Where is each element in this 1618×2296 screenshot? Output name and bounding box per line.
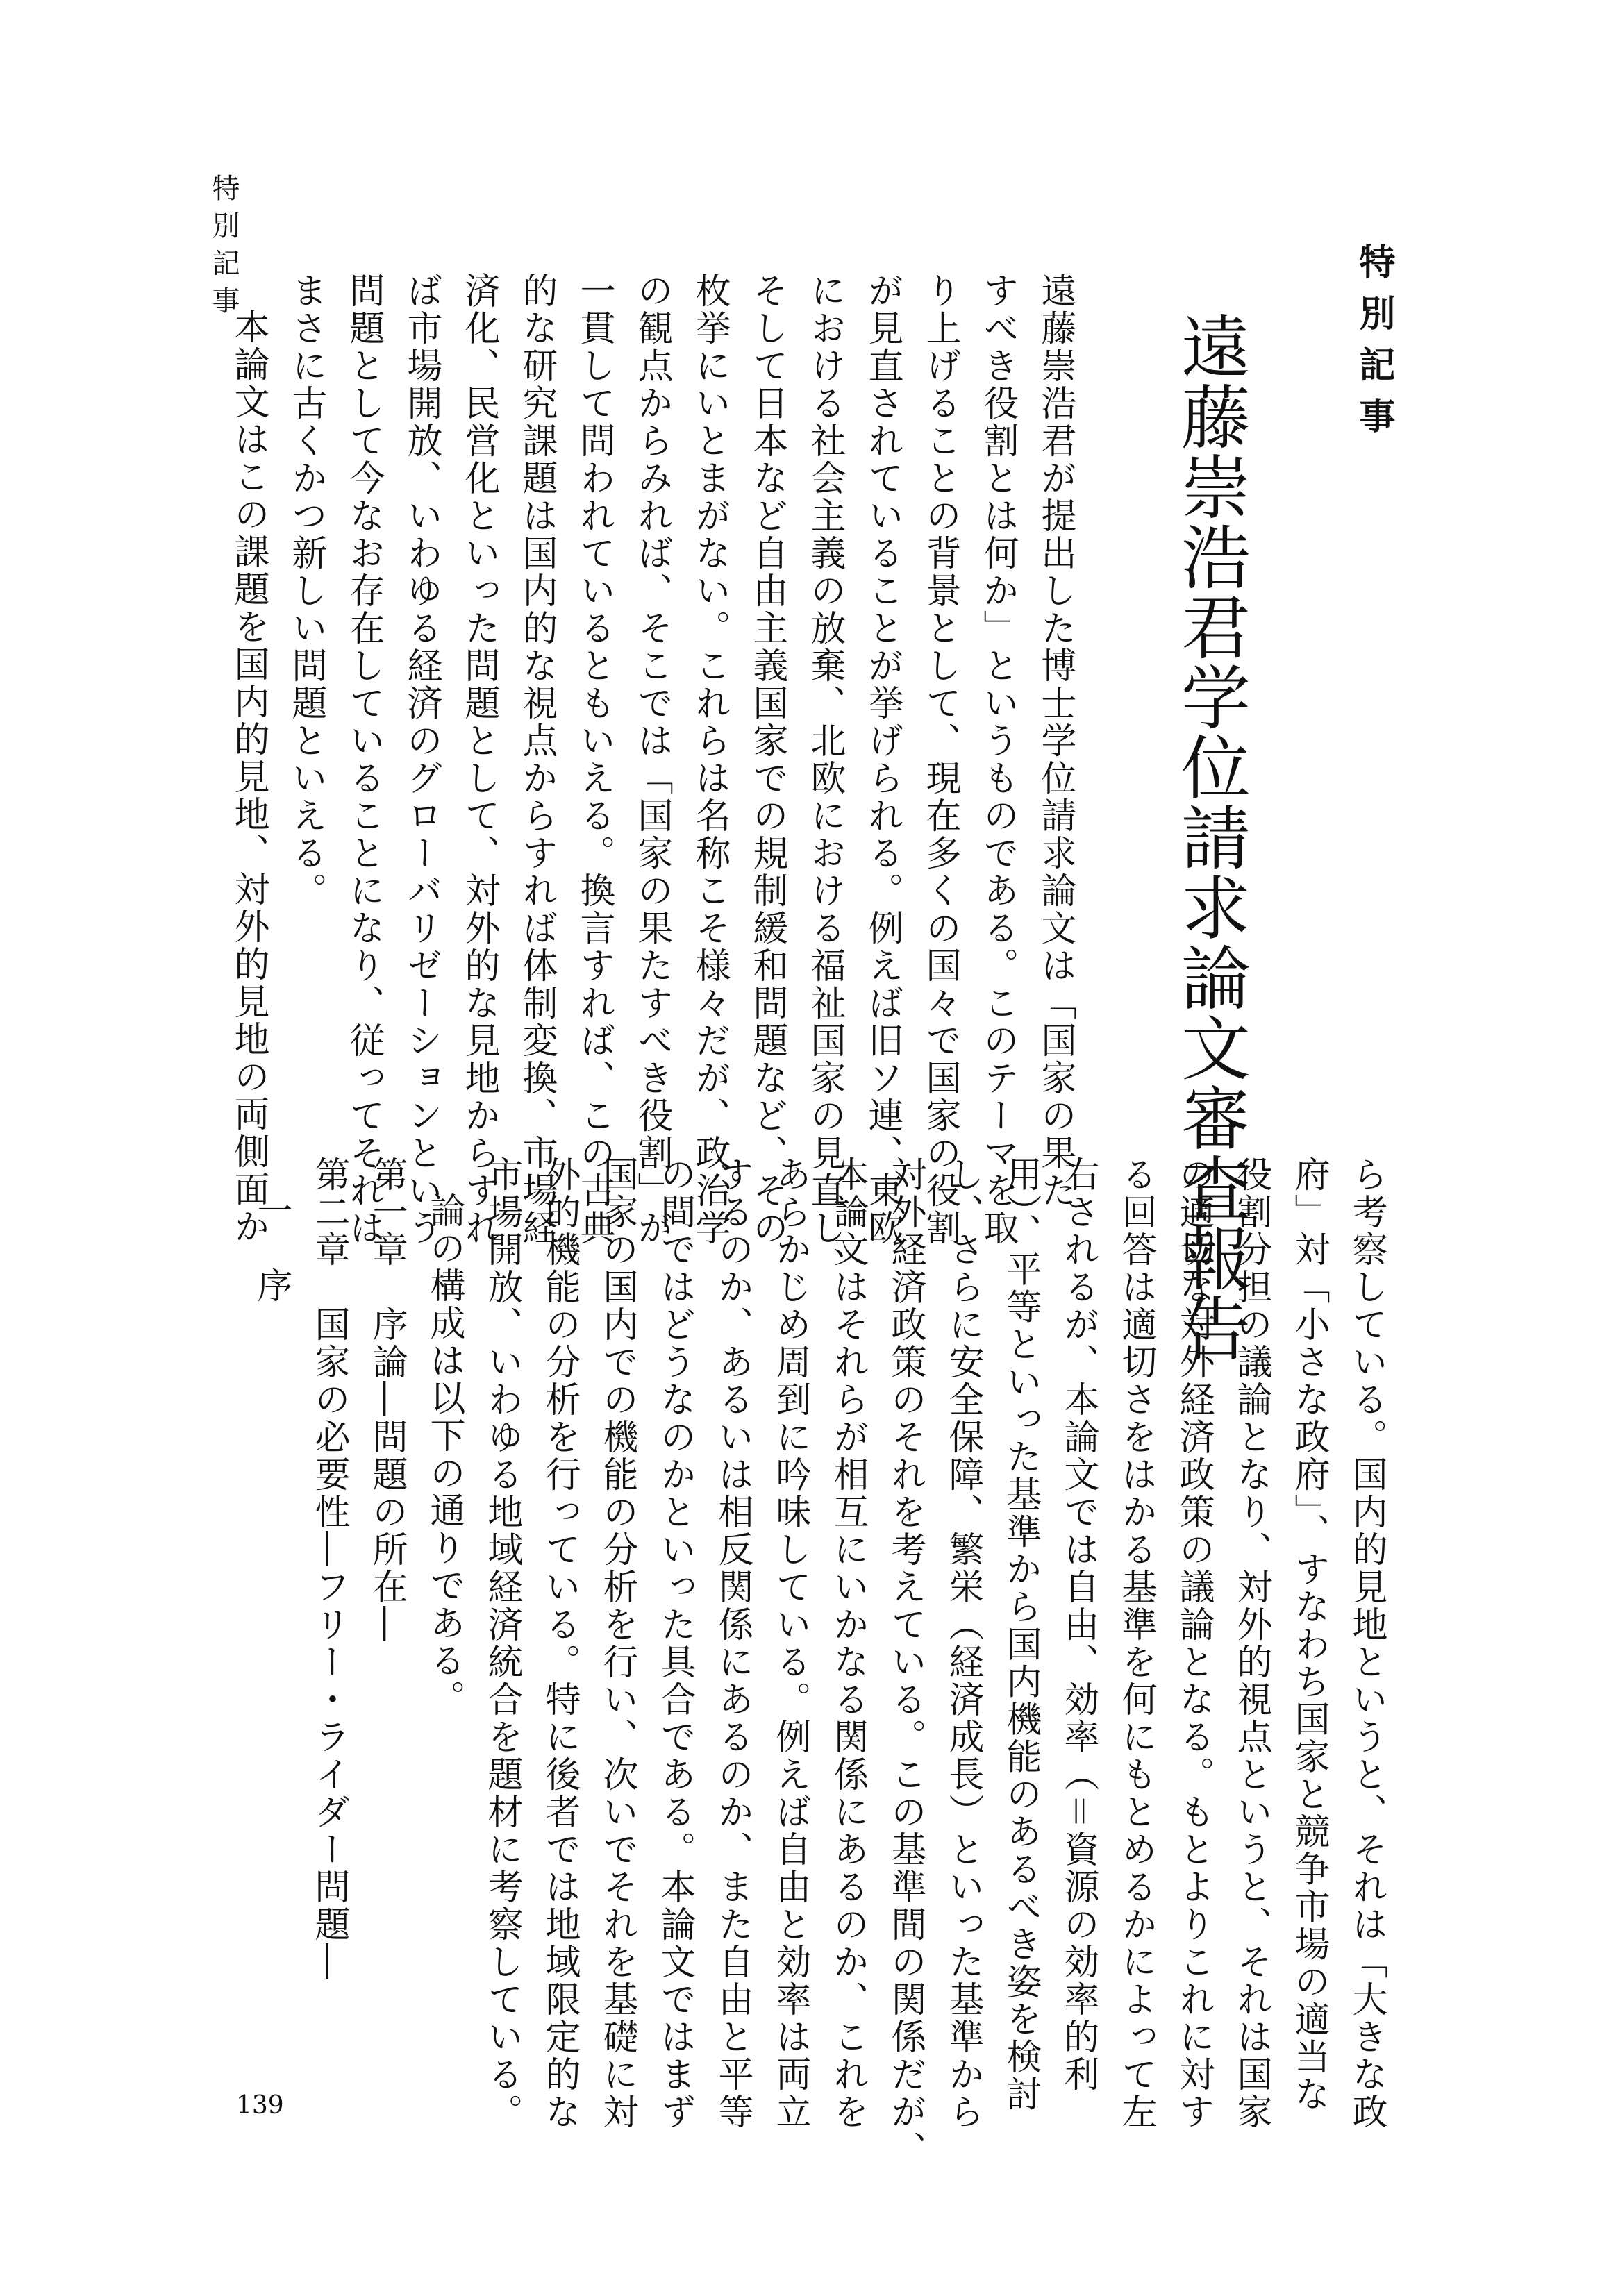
- body-column-upper-10: 的な研究課題は国内的な視点からすれば体制変換、市場経: [516, 272, 557, 1247]
- body-column-lower-7: 用）、平等といった基準から国内機能のあるべき姿を検討: [1000, 1156, 1041, 2113]
- section-heading-1: 一 序: [251, 1192, 292, 1305]
- body-column-upper-4: が見直されていることが挙げられる。例えば旧ソ連、東欧: [862, 272, 903, 1247]
- body-column-upper-15: 本論文はこの課題を国内的見地、対外的見地の両側面か: [228, 308, 269, 1246]
- chapter-heading-1: 第一章 序論―問題の所在―: [366, 1156, 407, 1643]
- body-column-upper-14: まさに古くかつ新しい問題といえる。: [285, 272, 326, 910]
- body-column-upper-8: の観点からみれば、そこでは「国家の果たすべき役割」が: [631, 272, 672, 1247]
- body-column-lower-1: ら考察している。国内的見地というと、それは「大きな政: [1346, 1156, 1387, 2131]
- body-column-lower-3: 役割分担の議論となり、対外的視点というと、それは国家: [1231, 1156, 1271, 2131]
- body-column-lower-5: る回答は適切さをはかる基準を何にもとめるかによって左: [1115, 1156, 1156, 2131]
- body-column-lower-8: し、さらに安全保障、繁栄（経済成長）といった基準から: [942, 1156, 983, 2131]
- body-column-upper-3: り上げることの背景として、現在多くの国々で国家の役割: [919, 272, 960, 1247]
- body-column-upper-5: における社会主義の放棄、北欧における福祉国家の見直し、: [804, 272, 845, 1284]
- body-column-upper-2: すべき役割とは何か」というものである。このテーマを取: [977, 272, 1018, 1247]
- body-column-lower-4: の適切な対外経済政策の議論となる。もとよりこれに対す: [1173, 1156, 1214, 2131]
- body-column-upper-6: そして日本など自由主義国家での規制緩和問題など、その: [747, 272, 787, 1247]
- body-column-lower-2: 府」対「小さな政府」、すなわち国家と競争市場の適当な: [1288, 1156, 1329, 2113]
- body-column-lower-15: 外的機能の分析を行っている。特に後者では地域限定的な: [539, 1156, 580, 2131]
- body-column-lower-17: 論の構成は以下の通りである。: [424, 1192, 465, 1717]
- body-column-lower-11: あらかじめ周到に吟味している。例えば自由と効率は両立: [769, 1156, 810, 2131]
- body-column-lower-12: するのか、あるいは相反関係にあるのか、また自由と平等: [712, 1156, 753, 2131]
- chapter-heading-2: 第二章 国家の必要性―フリー・ライダー問題―: [308, 1156, 349, 1981]
- section-label: 特別記事: [1353, 243, 1394, 449]
- page-number: 139: [236, 2091, 284, 2120]
- body-column-upper-11: 済化、民営化といった問題として、対外的な見地からすれ: [458, 272, 499, 1247]
- body-column-lower-10: 本論文はそれらが相互にいかなる関係にあるのか、これを: [827, 1156, 868, 2131]
- body-column-upper-12: ば市場開放、いわゆる経済のグローバリゼーションという: [401, 272, 442, 1247]
- article-title: 遠藤崇浩君学位請求論文審査報告: [1169, 311, 1251, 1363]
- body-column-upper-7: 枚挙にいとまがない。これらは名称こそ様々だが、政治学: [689, 272, 730, 1247]
- body-column-upper-13: 問題として今なお存在していることになり、従ってそれは: [343, 272, 384, 1247]
- running-header: 特別記事: [208, 174, 240, 324]
- body-column-upper-9: 一貫して問われているともいえる。換言すれば、この古典: [574, 272, 615, 1247]
- body-column-lower-16: 市場開放、いわゆる地域経済統合を題材に考察している。: [481, 1156, 522, 2131]
- body-column-lower-14: 国家の国内での機能の分析を行い、次いでそれを基礎に対: [597, 1156, 637, 2131]
- body-column-lower-6: 右されるが、本論文では自由、効率（＝資源の効率的利: [1058, 1156, 1099, 2094]
- body-column-lower-13: の間ではどうなのかといった具合である。本論文ではまず: [654, 1156, 695, 2131]
- body-column-lower-9: 対外経済政策のそれを考えている。この基準間の関係だが、: [885, 1156, 926, 2168]
- body-column-upper-1: 遠藤崇浩君が提出した博士学位請求論文は「国家の果た: [1035, 272, 1076, 1209]
